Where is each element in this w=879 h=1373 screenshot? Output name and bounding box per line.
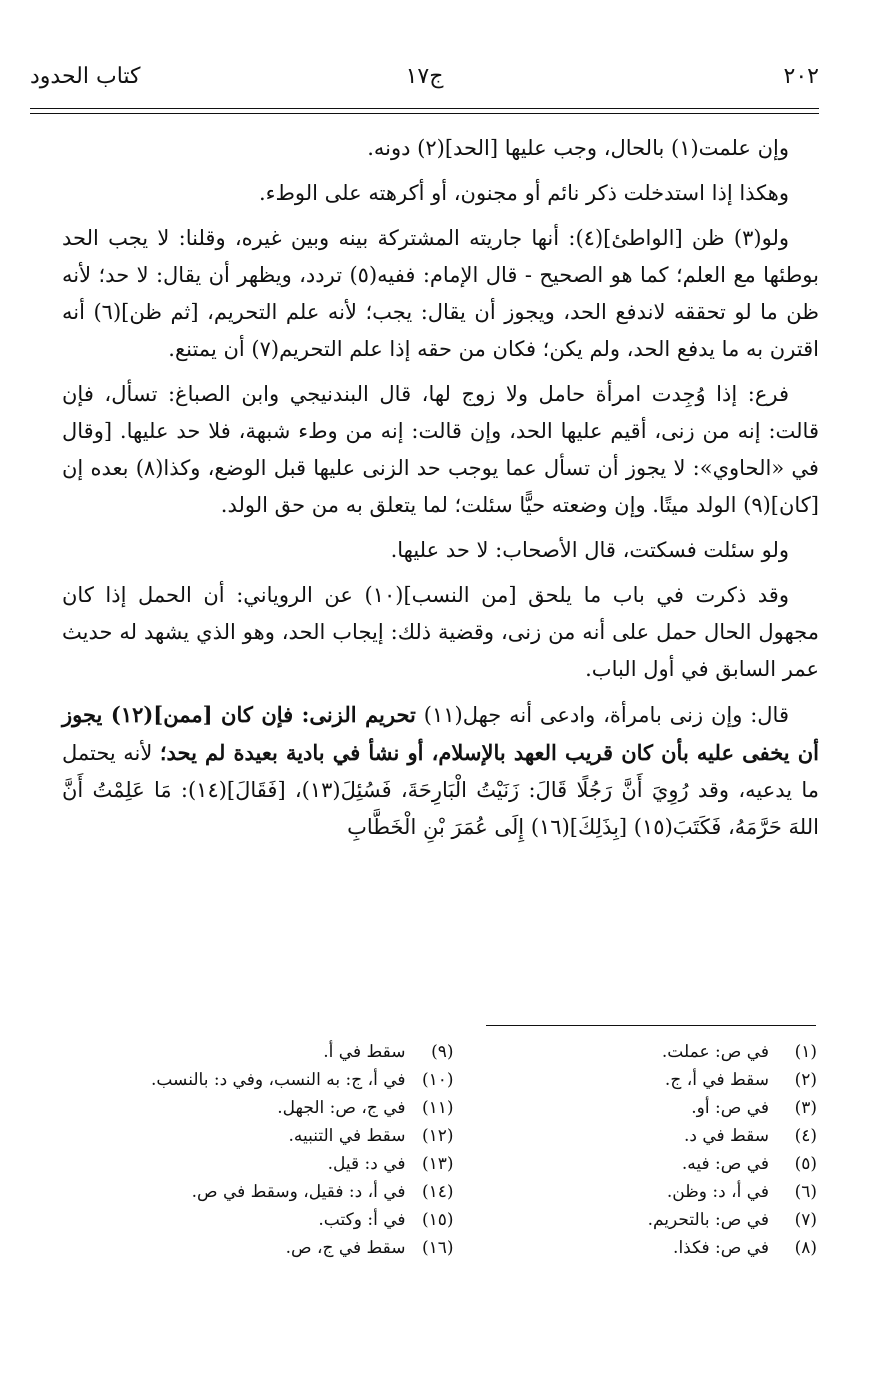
footnote-number: (١٣) xyxy=(421,1154,454,1174)
footnote xyxy=(454,1066,818,1094)
footnote-number: (١٦) xyxy=(421,1238,454,1258)
footnote-number: (١) xyxy=(794,1042,817,1062)
footnotes xyxy=(90,1038,817,1262)
footnote xyxy=(90,1066,454,1094)
footnote xyxy=(454,1206,818,1234)
footnote-text: سقط في د. xyxy=(683,1126,769,1146)
header-divider xyxy=(30,108,819,109)
footnotes-column-left xyxy=(90,1038,454,1262)
footnote-text: في أ، ج: به النسب، وفي د: بالنسب. xyxy=(150,1070,406,1090)
paragraph-bold-part: تحريم الزنى: فإن كان [ممن](١٢) يجوز أن يخفى عليه بأن كان قريب العهد بالإسلام، أو نشأ في بادية بعيدة لم يحد؛ xyxy=(62,702,819,765)
footnote-divider xyxy=(486,1025,816,1026)
footnote-number: (٢) xyxy=(794,1070,817,1090)
footnote-number: (٤) xyxy=(794,1126,817,1146)
page-number: ٢٠٢ xyxy=(783,64,819,89)
footnote-number: (١٥) xyxy=(421,1210,454,1230)
volume-label: ج١٧ xyxy=(405,64,444,89)
footnote xyxy=(90,1150,454,1178)
footnote-text: في ص: عملت. xyxy=(661,1042,769,1062)
footnote-text: في ص: أو. xyxy=(691,1098,769,1118)
paragraph: وإن علمت(١) بالحال، وجب عليها [الحد](٢) دونه. xyxy=(367,136,789,160)
paragraph-part: قال: وإن زنى بامرأة، وادعى أنه جهل(١١) xyxy=(415,703,789,727)
footnote xyxy=(454,1038,818,1066)
paragraph: فرع: إذا وُجِدت امرأة حامل ولا زوج لها، قال البندنيجي وابن الصباغ: تسأل، فإن قالت: إنه من زنى، أقيم عليها الحد، وإن قالت: إنه من وطء شبهة، فلا حد عليها. [وقال في «الحاوي»: لا يجوز أن تسأل عما يوجب حد الزنى عليها قبل الوضع، وكذا(٨) بعده إن [كان](٩) الولد ميتًا. وإن وضعته حيًّا سئلت؛ لما يتعلق به من حق الولد. xyxy=(62,382,819,517)
book-title: كتاب الحدود xyxy=(30,64,141,89)
footnote-text: في ج، ص: الجهل. xyxy=(277,1098,406,1118)
footnote xyxy=(90,1234,454,1262)
footnote-number: (٨) xyxy=(794,1238,817,1258)
footnote-number: (١١) xyxy=(421,1098,454,1118)
footnote-text: في ص: فيه. xyxy=(681,1154,769,1174)
footnote-text: سقط في التنبيه. xyxy=(288,1126,406,1146)
page-header xyxy=(30,64,819,100)
footnote-number: (٣) xyxy=(794,1098,817,1118)
footnote-number: (١٠) xyxy=(421,1070,454,1090)
footnote-text: سقط في ج، ص. xyxy=(285,1238,406,1258)
footnote xyxy=(90,1094,454,1122)
footnotes-column-right xyxy=(454,1038,818,1262)
footnote-text: في أ، د: وظن. xyxy=(666,1182,769,1202)
footnote-text: في ص: بالتحريم. xyxy=(647,1210,769,1230)
footnote-text: سقط في أ. xyxy=(323,1042,406,1062)
paragraph: ولو سئلت فسكتت، قال الأصحاب: لا حد عليها. xyxy=(390,538,789,562)
footnote xyxy=(454,1094,818,1122)
footnote xyxy=(454,1178,818,1206)
footnote-text: في أ: وكتب. xyxy=(318,1210,406,1230)
footnote-number: (٥) xyxy=(794,1154,817,1174)
paragraph: وهكذا إذا استدخلت ذكر نائم أو مجنون، أو أكرهته على الوطء. xyxy=(258,181,789,205)
footnote-text: في د: قيل. xyxy=(327,1154,406,1174)
footnote-number: (٧) xyxy=(794,1210,817,1230)
footnote xyxy=(454,1234,818,1262)
footnote-text: سقط في أ، ج. xyxy=(664,1070,769,1090)
footnote xyxy=(454,1150,818,1178)
footnote-text: في ص: فكذا. xyxy=(673,1238,769,1258)
footnote-number: (٦) xyxy=(794,1182,817,1202)
paragraph: وقد ذكرت في باب ما يلحق [من النسب](١٠) عن الروياني: أن الحمل إذا كان مجهول الحال حمل على أنه من زنى، وقضية ذلك: إيجاب الحد، وهو الذي يشهد له حديث عمر السابق في أول الباب. xyxy=(62,583,819,681)
paragraph-part: لأنه يحتمل ما يدعيه، وقد رُوِيَ أَنَّ رَجُلًا قَالَ: زَنَيْتُ الْبَارِحَةَ، فَسُئِلَ(١٣)، [فَقَالَ](١٤): مَا عَلِمْتُ أَنَّ اللهَ حَرَّمَهُ، فَكَتَبَ(١٥) [بِذَلِكَ](١٦) إِلَى عُمَرَ بْنِ الْخَطَّابِ xyxy=(62,741,819,839)
main-text xyxy=(62,130,819,854)
footnote-number: (٩) xyxy=(431,1042,454,1062)
footnote xyxy=(90,1206,454,1234)
footnote-text: في أ، د: فقيل، وسقط في ص. xyxy=(191,1182,406,1202)
footnote xyxy=(90,1038,454,1066)
paragraph-last xyxy=(62,696,819,846)
footnote-number: (١٢) xyxy=(421,1126,454,1146)
header-divider-second xyxy=(30,113,819,114)
footnote xyxy=(90,1178,454,1206)
footnote xyxy=(90,1122,454,1150)
footnote-number: (١٤) xyxy=(421,1182,454,1202)
footnote xyxy=(454,1122,818,1150)
paragraph: ولو(٣) ظن [الواطئ](٤): أنها جاريته المشتركة بينه وبين غيره، وقلنا: لا يجب الحد بوطئها مع العلم؛ كما هو الصحيح - قال الإمام: ففيه(٥) تردد، ويظهر أن يقال: لا حد؛ لأنه ظن ما لو تحققه لاندفع الحد، ويجوز أن يقال: يجب؛ لأنه علم التحريم، [ثم ظن](٦) أنه اقترن به ما يدفع الحد، ولم يكن؛ فكان من حقه إذا علم التحريم(٧) أن يمتنع. xyxy=(62,226,819,361)
